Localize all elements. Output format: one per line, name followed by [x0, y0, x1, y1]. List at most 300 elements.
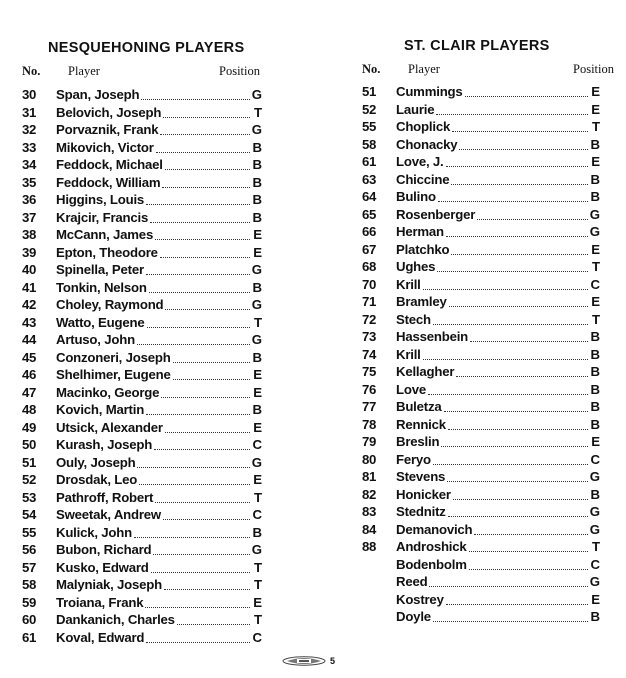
leader-dots — [444, 411, 589, 412]
leader-dots — [474, 534, 587, 535]
player-name: Epton, Theodore — [56, 244, 158, 260]
player-row — [22, 175, 262, 193]
player-position: C — [252, 437, 262, 452]
player-number: 46 — [22, 367, 37, 382]
nesquehoning-header — [22, 64, 262, 80]
player-row — [362, 399, 600, 417]
player-name: Spinella, Peter — [56, 262, 144, 277]
player-position: G — [589, 574, 600, 589]
player-number: 83 — [362, 504, 377, 519]
player-row — [22, 192, 262, 210]
leader-dots — [446, 166, 588, 167]
player-position: B — [590, 346, 600, 362]
player-name: Macinko, George — [56, 384, 160, 400]
player-number: 41 — [22, 279, 37, 295]
player-position: B — [590, 486, 600, 502]
player-name: Chonacky — [396, 136, 458, 152]
leader-dots — [161, 397, 250, 398]
player-row — [362, 137, 600, 155]
player-row — [362, 189, 600, 207]
nesquehoning-roster — [22, 87, 262, 647]
player-row — [362, 504, 600, 522]
leader-dots — [153, 554, 249, 555]
player-name: Stevens — [396, 469, 446, 484]
player-name: Breslin — [396, 434, 440, 449]
player-number: 40 — [22, 262, 37, 277]
leader-dots — [146, 204, 250, 205]
player-row — [362, 119, 600, 137]
player-row — [362, 417, 600, 435]
player-position: C — [252, 629, 262, 645]
player-row — [22, 157, 262, 175]
player-number: 51 — [362, 84, 377, 99]
player-number: 58 — [362, 136, 377, 152]
player-row — [22, 280, 262, 298]
player-position: E — [253, 244, 262, 260]
player-row — [362, 487, 600, 505]
player-name: Bubon, Richard — [56, 542, 152, 557]
leader-dots — [173, 362, 250, 363]
player-number: 30 — [22, 87, 37, 102]
leader-dots — [146, 642, 250, 643]
player-number: 58 — [22, 577, 37, 592]
player-name: Higgins, Louis — [56, 192, 145, 207]
player-number: 63 — [362, 171, 377, 187]
player-row — [362, 259, 600, 277]
player-name: Rennick — [396, 416, 446, 432]
player-number: 74 — [362, 346, 377, 362]
player-position: T — [253, 577, 262, 592]
player-number: 73 — [362, 329, 377, 344]
player-number: 60 — [22, 612, 37, 627]
player-number: 31 — [22, 104, 37, 120]
player-name: Watto, Eugene — [56, 314, 145, 330]
player-name: Koval, Edward — [56, 629, 145, 645]
player-row — [22, 577, 262, 595]
leader-dots — [141, 99, 249, 100]
leader-dots — [147, 327, 251, 328]
leader-dots — [146, 274, 250, 275]
player-position: T — [253, 612, 262, 627]
leader-dots — [469, 569, 588, 570]
player-number: 67 — [362, 241, 377, 257]
player-row — [362, 364, 600, 382]
player-number: 32 — [22, 122, 37, 137]
player-row — [22, 385, 262, 403]
player-position: E — [253, 227, 262, 242]
player-number: 76 — [362, 381, 377, 397]
player-row — [22, 455, 262, 473]
player-position: E — [253, 367, 262, 382]
player-name: Cummings — [396, 84, 463, 99]
player-row — [362, 469, 600, 487]
player-row — [362, 102, 600, 120]
st-clair-header — [362, 62, 614, 78]
player-name: Reed — [396, 574, 428, 589]
leader-dots — [437, 271, 588, 272]
leader-dots — [134, 537, 250, 538]
player-name: Androshick — [396, 539, 467, 554]
leader-dots — [449, 306, 588, 307]
player-row — [22, 595, 262, 613]
player-name: Dankanich, Charles — [56, 612, 175, 627]
player-name: Kurash, Joseph — [56, 437, 153, 452]
player-number: 81 — [362, 469, 377, 484]
leader-dots — [453, 499, 588, 500]
player-name: Stech — [396, 311, 431, 327]
player-number: 33 — [22, 139, 37, 155]
player-number: 88 — [362, 539, 377, 554]
player-position: B — [252, 349, 262, 365]
player-position: B — [252, 524, 262, 540]
player-position: E — [591, 591, 600, 607]
leader-dots — [155, 502, 250, 503]
player-name: Drosdak, Leo — [56, 472, 138, 487]
leader-dots — [137, 344, 250, 345]
player-row — [362, 277, 600, 295]
player-row — [362, 452, 600, 470]
player-name: McCann, James — [56, 227, 154, 242]
player-position: C — [590, 276, 600, 292]
player-number: 55 — [362, 119, 377, 134]
player-position: E — [591, 294, 600, 309]
player-row — [22, 245, 262, 263]
player-row — [362, 609, 600, 627]
player-position: G — [589, 521, 600, 537]
player-number: 68 — [362, 259, 377, 274]
player-name: Honicker — [396, 486, 451, 502]
header-position: Position — [573, 62, 614, 76]
player-number: 80 — [362, 451, 377, 467]
player-row — [22, 542, 262, 560]
header-player: Player — [408, 62, 440, 76]
player-row — [362, 434, 600, 452]
player-row — [362, 539, 600, 557]
leader-dots — [173, 379, 250, 380]
player-position: B — [252, 139, 262, 155]
player-position: B — [590, 381, 600, 397]
leader-dots — [156, 152, 250, 153]
player-position: G — [589, 224, 600, 239]
player-number: 37 — [22, 209, 37, 225]
player-number: 82 — [362, 486, 377, 502]
player-name: Kulick, John — [56, 524, 133, 540]
header-player: Player — [68, 64, 100, 78]
player-name: Utsick, Alexander — [56, 419, 163, 435]
player-row — [22, 560, 262, 578]
player-name: Laurie — [396, 101, 435, 117]
player-number: 84 — [362, 521, 377, 537]
leader-dots — [477, 219, 588, 220]
player-row — [22, 367, 262, 385]
player-number: 54 — [22, 507, 37, 522]
player-position: T — [253, 314, 262, 330]
player-row — [22, 122, 262, 140]
player-row — [22, 105, 262, 123]
player-name: Choley, Raymond — [56, 297, 164, 312]
player-row — [362, 329, 600, 347]
player-name: Rosenberger — [396, 206, 476, 222]
player-position: E — [253, 384, 262, 400]
player-number: 39 — [22, 244, 37, 260]
player-position: T — [253, 559, 262, 575]
player-row — [362, 312, 600, 330]
leader-dots — [155, 239, 250, 240]
leader-dots — [149, 292, 250, 293]
player-position: T — [591, 311, 600, 327]
player-row — [362, 224, 600, 242]
player-name: Troiana, Frank — [56, 594, 144, 610]
player-number: 49 — [22, 419, 37, 435]
leader-dots — [438, 201, 588, 202]
player-row — [22, 262, 262, 280]
player-position: B — [252, 209, 262, 225]
player-position: G — [251, 332, 262, 347]
player-name: Krill — [396, 276, 421, 292]
player-number: 48 — [22, 402, 37, 417]
leader-dots — [164, 589, 250, 590]
leader-dots — [428, 394, 588, 395]
player-row — [362, 382, 600, 400]
player-name: Demanovich — [396, 521, 473, 537]
player-row — [22, 315, 262, 333]
player-row — [362, 172, 600, 190]
player-row — [362, 592, 600, 610]
leader-dots — [165, 309, 249, 310]
player-number: 64 — [362, 189, 377, 204]
player-row — [22, 87, 262, 105]
leader-dots — [145, 607, 250, 608]
player-position: T — [591, 119, 600, 134]
player-number: 55 — [22, 524, 37, 540]
player-position: B — [252, 402, 262, 417]
player-number: 65 — [362, 206, 377, 222]
player-number: 61 — [362, 154, 377, 169]
player-name: Belovich, Joseph — [56, 104, 162, 120]
player-number: 75 — [362, 364, 377, 379]
player-row — [22, 227, 262, 245]
player-position: B — [590, 364, 600, 379]
nesquehoning-title: NESQUEHONING PLAYERS — [48, 40, 245, 56]
leader-dots — [162, 187, 250, 188]
player-name: Love, J. — [396, 154, 444, 169]
player-number: 38 — [22, 227, 37, 242]
leader-dots — [151, 572, 250, 573]
player-position: B — [590, 399, 600, 414]
player-position: G — [589, 469, 600, 484]
player-number: 56 — [22, 542, 37, 557]
leader-dots — [433, 324, 588, 325]
player-row — [362, 522, 600, 540]
player-row — [362, 207, 600, 225]
player-position: E — [253, 594, 262, 610]
player-position: E — [591, 84, 600, 99]
leader-dots — [137, 467, 249, 468]
player-name: Malyniak, Joseph — [56, 577, 163, 592]
player-position: E — [253, 419, 262, 435]
player-name: Pathroff, Robert — [56, 489, 154, 505]
player-position: T — [253, 104, 262, 120]
player-name: Love — [396, 381, 426, 397]
player-name: Span, Joseph — [56, 87, 140, 102]
leader-dots — [423, 289, 588, 290]
player-number: 71 — [362, 294, 377, 309]
player-row — [22, 507, 262, 525]
player-position: B — [590, 136, 600, 152]
player-number: 61 — [22, 629, 37, 645]
player-position: G — [251, 122, 262, 137]
player-position: B — [252, 192, 262, 207]
leader-dots — [165, 432, 250, 433]
player-row — [22, 140, 262, 158]
player-number: 79 — [362, 434, 377, 449]
leader-dots — [139, 484, 250, 485]
player-number: 52 — [362, 101, 377, 117]
leader-dots — [446, 236, 588, 237]
player-name: Artuso, John — [56, 332, 135, 347]
player-name: Chiccine — [396, 171, 450, 187]
player-number: 57 — [22, 559, 37, 575]
leader-dots — [160, 257, 250, 258]
leader-dots — [469, 551, 588, 552]
player-number: 66 — [362, 224, 377, 239]
player-name: Ughes — [396, 259, 436, 274]
leader-dots — [448, 429, 588, 430]
player-name: Bramley — [396, 294, 447, 309]
player-name: Feryo — [396, 451, 431, 467]
player-number: 52 — [22, 472, 37, 487]
player-row — [22, 612, 262, 630]
leader-dots — [146, 414, 250, 415]
player-name: Buletza — [396, 399, 442, 414]
leader-dots — [456, 376, 588, 377]
page-number: 5 — [330, 656, 336, 666]
player-name: Shelhimer, Eugene — [56, 367, 171, 382]
player-row — [362, 84, 600, 102]
player-position: G — [251, 262, 262, 277]
player-position: E — [591, 101, 600, 117]
player-name: Conzoneri, Joseph — [56, 349, 171, 365]
player-number: 59 — [22, 594, 37, 610]
player-row — [22, 437, 262, 455]
player-position: G — [251, 87, 262, 102]
leader-dots — [177, 624, 250, 625]
leader-dots — [470, 341, 588, 342]
player-number: 78 — [362, 416, 377, 432]
player-position: T — [591, 539, 600, 554]
player-number: 47 — [22, 384, 37, 400]
header-position: Position — [219, 64, 260, 78]
leader-dots — [448, 516, 588, 517]
player-position: B — [590, 609, 600, 624]
player-position: B — [590, 329, 600, 344]
printer-emblem-icon — [282, 656, 326, 666]
player-row — [22, 630, 262, 648]
leader-dots — [163, 519, 250, 520]
player-name: Porvaznik, Frank — [56, 122, 159, 137]
player-position: B — [252, 157, 262, 172]
player-position: G — [251, 454, 262, 470]
player-position: B — [590, 416, 600, 432]
player-row — [22, 297, 262, 315]
player-position: G — [589, 504, 600, 519]
player-position: C — [590, 451, 600, 467]
player-name: Herman — [396, 224, 444, 239]
leader-dots — [465, 96, 588, 97]
player-name: Platchko — [396, 241, 450, 257]
leader-dots — [150, 222, 250, 223]
player-position: G — [251, 297, 262, 312]
player-row — [22, 525, 262, 543]
player-number: 45 — [22, 349, 37, 365]
player-row — [22, 472, 262, 490]
leader-dots — [433, 621, 588, 622]
player-row — [362, 154, 600, 172]
player-number: 51 — [22, 454, 37, 470]
player-number: 34 — [22, 157, 37, 172]
leader-dots — [163, 117, 250, 118]
player-name: Ouly, Joseph — [56, 454, 136, 470]
player-position: G — [589, 206, 600, 222]
player-position: B — [252, 279, 262, 295]
leader-dots — [452, 131, 588, 132]
header-no: No. — [22, 64, 41, 78]
player-name: Kellagher — [396, 364, 455, 379]
leader-dots — [423, 359, 588, 360]
player-name: Kusko, Edward — [56, 559, 149, 575]
player-number: 77 — [362, 399, 377, 414]
player-number: 50 — [22, 437, 37, 452]
player-row — [362, 347, 600, 365]
leader-dots — [165, 169, 250, 170]
player-position: E — [591, 154, 600, 169]
leader-dots — [429, 586, 587, 587]
player-row — [22, 420, 262, 438]
player-row — [22, 402, 262, 420]
leader-dots — [433, 464, 588, 465]
player-number: 35 — [22, 174, 37, 190]
player-name: Tonkin, Nelson — [56, 279, 147, 295]
player-name: Sweetak, Andrew — [56, 507, 161, 522]
player-position: B — [590, 189, 600, 204]
player-name: Stednitz — [396, 504, 446, 519]
player-position: E — [253, 472, 262, 487]
player-position: T — [591, 259, 600, 274]
player-position: G — [251, 542, 262, 557]
player-row — [22, 332, 262, 350]
leader-dots — [446, 604, 588, 605]
player-name: Feddock, Michael — [56, 157, 163, 172]
player-number: 44 — [22, 332, 37, 347]
player-position: C — [252, 507, 262, 522]
header-no: No. — [362, 62, 381, 76]
player-name: Kovich, Martin — [56, 402, 145, 417]
player-number: 70 — [362, 276, 377, 292]
player-position: B — [590, 171, 600, 187]
player-position: B — [252, 174, 262, 190]
player-name: Doyle — [396, 609, 431, 624]
player-name: Bodenbolm — [396, 556, 467, 572]
player-name: Kostrey — [396, 591, 444, 607]
leader-dots — [436, 114, 588, 115]
player-number: 72 — [362, 311, 377, 327]
player-name: Feddock, William — [56, 174, 161, 190]
player-position: E — [591, 434, 600, 449]
player-row — [22, 210, 262, 228]
player-position: E — [591, 241, 600, 257]
player-row — [362, 242, 600, 260]
player-name: Bulino — [396, 189, 436, 204]
